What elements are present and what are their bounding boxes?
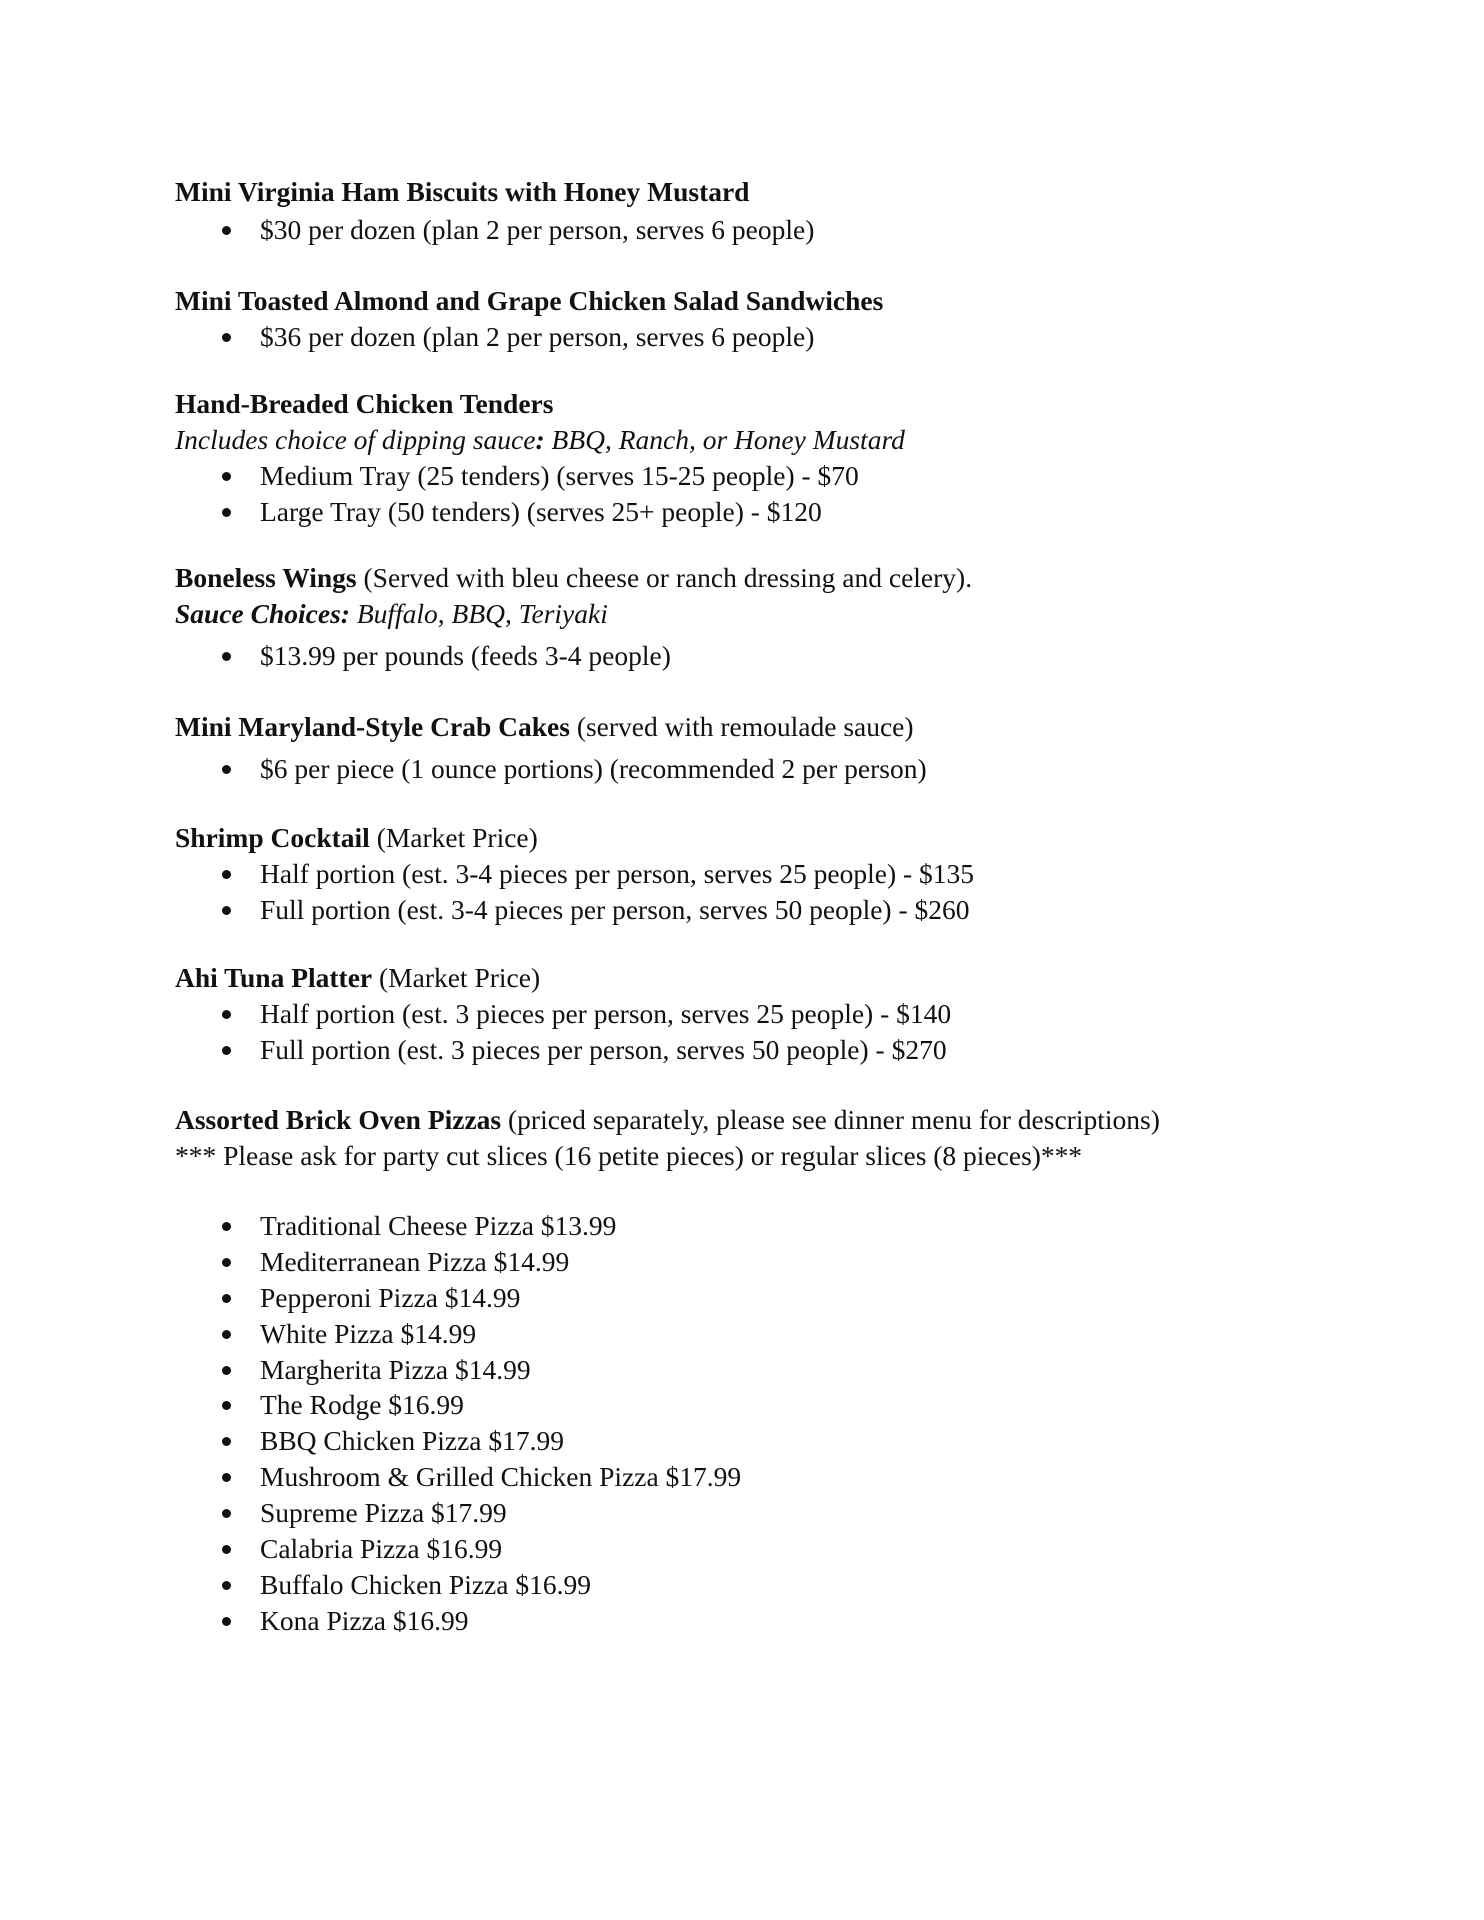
list-item: Half portion (est. 3 pieces per person, serves 25 people) - $140 <box>175 996 1375 1032</box>
section-title: Mini Maryland-Style Crab Cakes <box>175 711 570 742</box>
menu-section-chicken-salad-sandwiches <box>175 283 1375 355</box>
bullet-icon <box>222 1545 231 1554</box>
list-item: Calabria Pizza $16.99 <box>175 1531 1375 1567</box>
bullet-icon <box>222 1046 231 1055</box>
section-subtitle: (Market Price) <box>369 822 538 853</box>
section-title: Ahi Tuna Platter <box>175 962 373 993</box>
section-note: Sauce Choices: Buffalo, BBQ, Teriyaki <box>175 598 608 629</box>
list-item: Full portion (est. 3 pieces per person, serves 50 people) - $270 <box>175 1032 1375 1068</box>
list-item: The Rodge $16.99 <box>175 1387 1375 1423</box>
list-item: Supreme Pizza $17.99 <box>175 1495 1375 1531</box>
section-note: Includes choice of dipping sauce: BBQ, Ranch, or Honey Mustard <box>175 424 905 455</box>
bullet-icon <box>222 870 231 879</box>
list-item: Buffalo Chicken Pizza $16.99 <box>175 1567 1375 1603</box>
list-item: BBQ Chicken Pizza $17.99 <box>175 1423 1375 1459</box>
bullet-icon <box>222 1010 231 1019</box>
list-item: Traditional Cheese Pizza $13.99 <box>175 1208 1375 1244</box>
section-heading <box>175 1102 1375 1138</box>
bullet-icon <box>222 1437 231 1446</box>
section-heading <box>175 960 1375 996</box>
bullet-icon <box>222 1401 231 1410</box>
bullet-icon <box>222 1473 231 1482</box>
bullet-icon <box>222 906 231 915</box>
section-subtitle: (Served with bleu cheese or ranch dressing and celery). <box>356 562 973 593</box>
section-note: *** Please ask for party cut slices (16 petite pieces) or regular slices (8 pieces)*** <box>175 1140 1083 1171</box>
list-item: Half portion (est. 3-4 pieces per person, serves 25 people) - $135 <box>175 856 1375 892</box>
section-heading <box>175 709 1375 745</box>
bullet-icon <box>222 1258 231 1267</box>
list-item: $6 per piece (1 ounce portions) (recommended 2 per person) <box>175 751 1375 787</box>
list-item: White Pizza $14.99 <box>175 1316 1375 1352</box>
bullet-icon <box>222 1222 231 1231</box>
bullet-icon <box>222 226 231 235</box>
list-item: Mediterranean Pizza $14.99 <box>175 1244 1375 1280</box>
section-title: Mini Virginia Ham Biscuits with Honey Mustard <box>175 176 750 207</box>
section-subtitle: (served with remoulade sauce) <box>569 711 914 742</box>
section-title: Boneless Wings <box>175 562 357 593</box>
list-item: Kona Pizza $16.99 <box>175 1603 1375 1639</box>
list-item: Margherita Pizza $14.99 <box>175 1352 1375 1388</box>
bullet-icon <box>222 508 231 517</box>
list-item: $13.99 per pounds (feeds 3-4 people) <box>175 638 1375 674</box>
list-item: Medium Tray (25 tenders) (serves 15-25 people) - $70 <box>175 458 1375 494</box>
bullet-icon <box>222 765 231 774</box>
menu-section-crab-cakes <box>175 709 1375 787</box>
section-title: Hand-Breaded Chicken Tenders <box>175 388 554 419</box>
section-subtitle: (priced separately, please see dinner menu for descriptions) <box>501 1104 1160 1135</box>
bullet-icon <box>222 652 231 661</box>
section-subtitle: (Market Price) <box>372 962 541 993</box>
section-heading <box>175 560 1375 596</box>
section-title: Assorted Brick Oven Pizzas <box>175 1104 502 1135</box>
bullet-icon <box>222 1617 231 1626</box>
list-item: $30 per dozen (plan 2 per person, serves 6 people) <box>175 212 1375 248</box>
list-item: $36 per dozen (plan 2 per person, serves 6 people) <box>175 319 1375 355</box>
bullet-icon <box>222 1509 231 1518</box>
menu-section-ahi-tuna <box>175 960 1375 1068</box>
bullet-icon <box>222 1294 231 1303</box>
list-item: Large Tray (50 tenders) (serves 25+ people) - $120 <box>175 494 1375 530</box>
bullet-icon <box>222 472 231 481</box>
bullet-icon <box>222 1581 231 1590</box>
menu-section-ham-biscuits <box>175 174 1375 248</box>
list-item: Mushroom & Grilled Chicken Pizza $17.99 <box>175 1459 1375 1495</box>
menu-section-chicken-tenders <box>175 386 1375 530</box>
list-item: Pepperoni Pizza $14.99 <box>175 1280 1375 1316</box>
menu-section-pizzas <box>175 1102 1375 1639</box>
bullet-icon <box>222 1330 231 1339</box>
menu-section-shrimp-cocktail <box>175 820 1375 928</box>
list-item: Full portion (est. 3-4 pieces per person, serves 50 people) - $260 <box>175 892 1375 928</box>
section-title: Mini Toasted Almond and Grape Chicken Salad Sandwiches <box>175 285 884 316</box>
section-title: Shrimp Cocktail <box>175 822 370 853</box>
menu-section-boneless-wings <box>175 560 1375 674</box>
section-heading <box>175 820 1375 856</box>
bullet-icon <box>222 1366 231 1375</box>
bullet-icon <box>222 333 231 342</box>
